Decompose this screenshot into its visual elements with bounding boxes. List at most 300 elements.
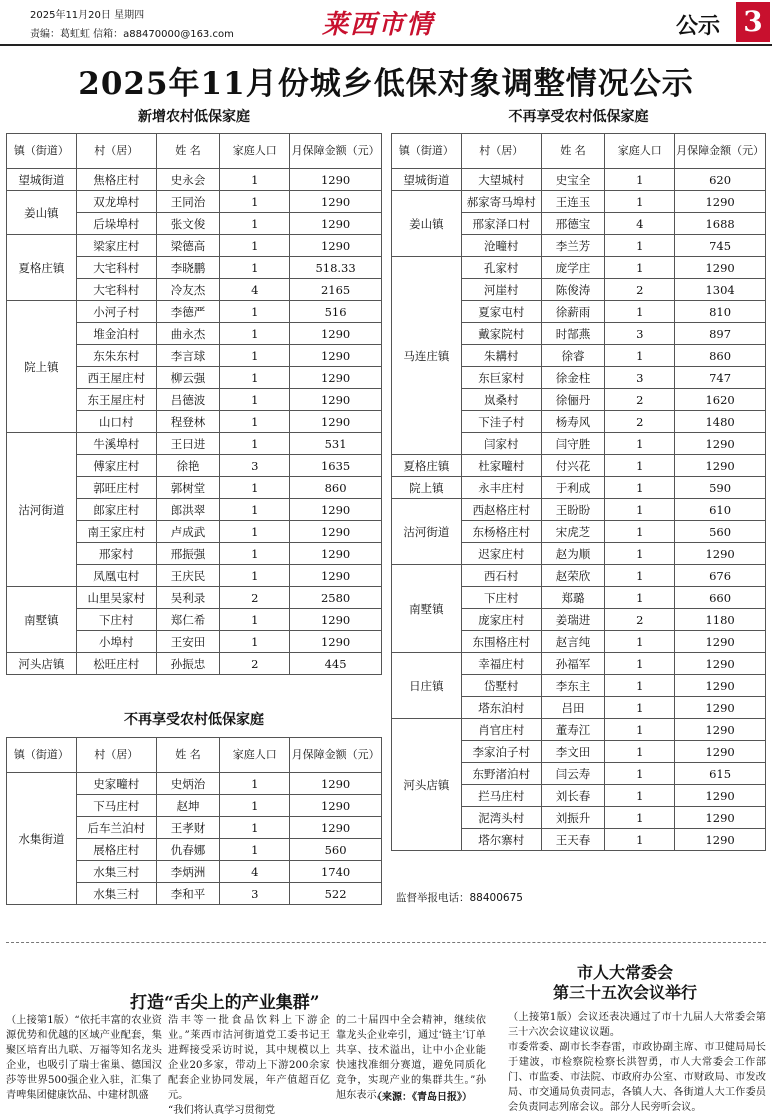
monthly-amount-cell: 1290 [675, 785, 766, 807]
household-size-cell: 1 [605, 785, 675, 807]
table-row [392, 565, 766, 587]
table-row [7, 191, 382, 213]
table-row [7, 433, 382, 455]
village-cell: 堆金泊村 [76, 323, 156, 345]
name-cell: 李言球 [156, 345, 220, 367]
village-cell: 泥湾头村 [461, 807, 541, 829]
name-cell: 郑璐 [541, 587, 605, 609]
household-size-cell: 1 [220, 433, 290, 455]
monthly-amount-cell: 522 [290, 883, 382, 905]
hotline: 监督举报电话：88400675 [396, 892, 523, 904]
village-cell: 傅家庄村 [76, 455, 156, 477]
table-a-title: 新增农村低保家庭 [138, 109, 250, 125]
town-cell: 河头店镇 [7, 653, 77, 675]
village-cell: 郝家寄马埠村 [461, 191, 541, 213]
name-cell: 仇春娜 [156, 839, 220, 861]
name-cell: 宋虎芝 [541, 521, 605, 543]
household-size-cell: 1 [605, 829, 675, 851]
table-row [392, 455, 766, 477]
household-size-cell: 4 [220, 861, 290, 883]
household-size-cell: 1 [220, 389, 290, 411]
monthly-amount-cell: 1290 [290, 543, 382, 565]
village-cell: 水集三村 [76, 861, 156, 883]
monthly-amount-cell: 1290 [675, 433, 766, 455]
article1-source: （来源：《青岛日报》） [372, 1092, 472, 1103]
monthly-amount-cell: 1635 [290, 455, 382, 477]
household-size-cell: 1 [605, 477, 675, 499]
village-cell: 东王屋庄村 [76, 389, 156, 411]
village-cell: 史家疃村 [76, 773, 156, 795]
household-size-cell: 1 [605, 543, 675, 565]
household-size-cell: 1 [220, 795, 290, 817]
name-cell: 徐睿 [541, 345, 605, 367]
household-size-cell: 2 [220, 587, 290, 609]
monthly-amount-cell: 1290 [675, 719, 766, 741]
name-cell: 李德严 [156, 301, 220, 323]
monthly-amount-cell: 897 [675, 323, 766, 345]
monthly-amount-cell: 1290 [675, 257, 766, 279]
household-size-cell: 4 [605, 213, 675, 235]
name-cell: 柳云强 [156, 367, 220, 389]
village-cell: 邢家村 [76, 543, 156, 565]
table-row [392, 191, 766, 213]
monthly-amount-cell: 1740 [290, 861, 382, 883]
column-header: 家庭人口 [220, 738, 290, 773]
town-cell: 南墅镇 [7, 587, 77, 653]
table-row [392, 477, 766, 499]
village-cell: 大宅科村 [76, 279, 156, 301]
village-cell: 展格庄村 [76, 839, 156, 861]
monthly-amount-cell: 1620 [675, 389, 766, 411]
masthead-logo: 莱西市情 [322, 10, 435, 40]
column-header: 月保障金额（元） [290, 134, 382, 169]
household-size-cell: 3 [605, 367, 675, 389]
article2-title-line1: 市人大常委会 [576, 963, 673, 982]
household-size-cell: 1 [605, 675, 675, 697]
household-size-cell: 2 [605, 609, 675, 631]
village-cell: 肖官庄村 [461, 719, 541, 741]
monthly-amount-cell: 1290 [290, 411, 382, 433]
village-cell: 闫家村 [461, 433, 541, 455]
village-cell: 东巨家村 [461, 367, 541, 389]
monthly-amount-cell: 531 [290, 433, 382, 455]
household-size-cell: 2 [605, 279, 675, 301]
village-cell: 幸福庄村 [461, 653, 541, 675]
column-header: 月保障金额（元） [290, 738, 382, 773]
page-number: 3 [736, 2, 770, 42]
name-cell: 李晓鹏 [156, 257, 220, 279]
article1-col1: （上接第1版）“依托丰富的农业资源优势和优越的区域产业配套，集聚区培育出九联、万福等知名龙头企业，也吸引了瑞士雀巢、德国汉莎等世界500强企业入驻，汇集了青啤集团健康饮品、中建材凯盛 [6, 1015, 162, 1101]
village-cell: 东野渚泊村 [461, 763, 541, 785]
village-cell: 南王家庄村 [76, 521, 156, 543]
editor-line: 责编：葛虹虹 信箱：a88470000@163.com [30, 29, 234, 40]
village-cell: 邢家泽口村 [461, 213, 541, 235]
village-cell: 凤凰屯村 [76, 565, 156, 587]
name-cell: 李炳洲 [156, 861, 220, 883]
name-cell: 庞学庄 [541, 257, 605, 279]
monthly-amount-cell: 615 [675, 763, 766, 785]
monthly-amount-cell: 560 [290, 839, 382, 861]
village-cell: 大宅科村 [76, 257, 156, 279]
monthly-amount-cell: 676 [675, 565, 766, 587]
village-cell: 庞家庄村 [461, 609, 541, 631]
monthly-amount-cell: 745 [675, 235, 766, 257]
town-cell: 沽河街道 [392, 499, 462, 565]
town-cell: 院上镇 [7, 301, 77, 433]
name-cell: 徐俪丹 [541, 389, 605, 411]
monthly-amount-cell: 810 [675, 301, 766, 323]
town-cell: 望城街道 [392, 169, 462, 191]
village-cell: 郎家庄村 [76, 499, 156, 521]
household-size-cell: 1 [220, 521, 290, 543]
name-cell: 赵言纯 [541, 631, 605, 653]
dateline: 2025年11月20日 星期四 [30, 10, 145, 21]
household-size-cell: 1 [220, 565, 290, 587]
village-cell: 河崖村 [461, 279, 541, 301]
village-cell: 东围格庄村 [461, 631, 541, 653]
name-cell: 王安田 [156, 631, 220, 653]
village-cell: 东杨格庄村 [461, 521, 541, 543]
village-cell: 拦马庄村 [461, 785, 541, 807]
monthly-amount-cell: 1290 [290, 191, 382, 213]
article2-body: （上接第1版）会议还表决通过了市十九届人大常委会第三十六次会议建议议题。 市委常委、副市长李春雷，市政协副主席、市卫健局局长于建波，市检察院检察长洪智勇，市人大常委会工作部门、市监委、市法院、市政府办公室、市财政局、市发改局、市交通局负责同志，各镇人大、各街道人大工作委员会负责同志列席会议。部分人民旁听会议。 [508, 1012, 766, 1113]
town-cell: 院上镇 [392, 477, 462, 499]
household-size-cell: 1 [605, 499, 675, 521]
household-size-cell: 1 [605, 345, 675, 367]
monthly-amount-cell: 1290 [675, 543, 766, 565]
town-cell: 夏格庄镇 [392, 455, 462, 477]
household-size-cell: 1 [605, 257, 675, 279]
name-cell: 卢成武 [156, 521, 220, 543]
village-cell: 焦格庄村 [76, 169, 156, 191]
name-cell: 邢德宝 [541, 213, 605, 235]
village-cell: 山口村 [76, 411, 156, 433]
village-cell: 西石村 [461, 565, 541, 587]
name-cell: 李兰芳 [541, 235, 605, 257]
name-cell: 李文田 [541, 741, 605, 763]
removed-household-table-right [391, 133, 766, 851]
household-size-cell: 1 [605, 763, 675, 785]
name-cell: 孙振忠 [156, 653, 220, 675]
monthly-amount-cell: 1290 [290, 323, 382, 345]
monthly-amount-cell: 590 [675, 477, 766, 499]
monthly-amount-cell: 860 [290, 477, 382, 499]
village-cell: 东朱东村 [76, 345, 156, 367]
name-cell: 王连玉 [541, 191, 605, 213]
column-header: 村（居） [461, 134, 541, 169]
monthly-amount-cell: 445 [290, 653, 382, 675]
monthly-amount-cell: 1290 [675, 741, 766, 763]
town-cell: 姜山镇 [7, 191, 77, 235]
household-size-cell: 1 [220, 609, 290, 631]
name-cell: 时郜燕 [541, 323, 605, 345]
name-cell: 王同治 [156, 191, 220, 213]
divider [6, 942, 766, 943]
village-cell: 小河子村 [76, 301, 156, 323]
monthly-amount-cell: 747 [675, 367, 766, 389]
household-size-cell: 1 [605, 191, 675, 213]
name-cell: 史宝全 [541, 169, 605, 191]
household-size-cell: 1 [220, 499, 290, 521]
household-size-cell: 1 [220, 235, 290, 257]
table-header-row [7, 134, 382, 169]
removed-household-table-left [6, 737, 382, 905]
monthly-amount-cell: 1290 [290, 389, 382, 411]
household-size-cell: 1 [220, 191, 290, 213]
household-size-cell: 1 [220, 631, 290, 653]
village-cell: 下庄村 [461, 587, 541, 609]
table-row [7, 169, 382, 191]
page-title: 2025年11月份城乡低保对象调整情况公示 [78, 66, 694, 102]
household-size-cell: 1 [220, 367, 290, 389]
name-cell: 王天春 [541, 829, 605, 851]
monthly-amount-cell: 1290 [290, 235, 382, 257]
monthly-amount-cell: 1290 [290, 609, 382, 631]
name-cell: 郎洪翠 [156, 499, 220, 521]
town-cell: 河头店镇 [392, 719, 462, 851]
monthly-amount-cell: 860 [675, 345, 766, 367]
monthly-amount-cell: 1290 [675, 807, 766, 829]
name-cell: 吕田 [541, 697, 605, 719]
village-cell: 岱墅村 [461, 675, 541, 697]
name-cell: 董寿江 [541, 719, 605, 741]
town-cell: 日庄镇 [392, 653, 462, 719]
household-size-cell: 1 [605, 587, 675, 609]
table-row [7, 301, 382, 323]
monthly-amount-cell: 1290 [290, 499, 382, 521]
household-size-cell: 1 [220, 773, 290, 795]
village-cell: 岚桑村 [461, 389, 541, 411]
household-size-cell: 1 [605, 433, 675, 455]
household-size-cell: 1 [220, 817, 290, 839]
household-size-cell: 1 [220, 257, 290, 279]
household-size-cell: 1 [605, 741, 675, 763]
household-size-cell: 1 [605, 807, 675, 829]
name-cell: 徐薪雨 [541, 301, 605, 323]
name-cell: 李和平 [156, 883, 220, 905]
household-size-cell: 1 [220, 411, 290, 433]
village-cell: 西王屋庄村 [76, 367, 156, 389]
name-cell: 姜瑞进 [541, 609, 605, 631]
page-header [0, 0, 772, 46]
village-cell: 孔家村 [461, 257, 541, 279]
name-cell: 李东主 [541, 675, 605, 697]
name-cell: 郭树堂 [156, 477, 220, 499]
monthly-amount-cell: 1688 [675, 213, 766, 235]
monthly-amount-cell: 1290 [290, 169, 382, 191]
section-label: 公示 [676, 14, 721, 39]
column-header: 镇（街道） [7, 738, 77, 773]
household-size-cell: 2 [605, 389, 675, 411]
name-cell: 刘振升 [541, 807, 605, 829]
name-cell: 程登林 [156, 411, 220, 433]
town-cell: 沽河街道 [7, 433, 77, 587]
name-cell: 邢振强 [156, 543, 220, 565]
monthly-amount-cell: 1290 [675, 191, 766, 213]
monthly-amount-cell: 516 [290, 301, 382, 323]
monthly-amount-cell: 610 [675, 499, 766, 521]
name-cell: 徐艳 [156, 455, 220, 477]
monthly-amount-cell: 1290 [290, 565, 382, 587]
household-size-cell: 1 [220, 345, 290, 367]
village-cell: 西赵格庄村 [461, 499, 541, 521]
village-cell: 下洼子村 [461, 411, 541, 433]
town-cell: 水集街道 [7, 773, 77, 905]
name-cell: 吴利录 [156, 587, 220, 609]
name-cell: 孙福军 [541, 653, 605, 675]
household-size-cell: 3 [220, 883, 290, 905]
household-size-cell: 3 [605, 323, 675, 345]
household-size-cell: 1 [220, 839, 290, 861]
village-cell: 梁家庄村 [76, 235, 156, 257]
name-cell: 刘长春 [541, 785, 605, 807]
name-cell: 张文俊 [156, 213, 220, 235]
monthly-amount-cell: 1290 [675, 653, 766, 675]
monthly-amount-cell: 1290 [675, 697, 766, 719]
name-cell: 赵为顺 [541, 543, 605, 565]
article1-col3: 的二十届四中全会精神，继续依靠龙头企业牵引，通过‘链主’订单共享、技术溢出，让中小企业能快速找准细分赛道，避免同质化竞争，实现产业的集群共生。”孙旭东表示。 [336, 1015, 486, 1101]
village-cell: 郭旺庄村 [76, 477, 156, 499]
monthly-amount-cell: 1290 [290, 367, 382, 389]
town-cell: 夏格庄镇 [7, 235, 77, 301]
village-cell: 李家泊子村 [461, 741, 541, 763]
name-cell: 徐金柱 [541, 367, 605, 389]
name-cell: 闫守胜 [541, 433, 605, 455]
monthly-amount-cell: 1290 [290, 345, 382, 367]
village-cell: 塔东泊村 [461, 697, 541, 719]
household-size-cell: 1 [605, 301, 675, 323]
name-cell: 王庆民 [156, 565, 220, 587]
name-cell: 陈俊涛 [541, 279, 605, 301]
village-cell: 小埠村 [76, 631, 156, 653]
village-cell: 下庄村 [76, 609, 156, 631]
village-cell: 山里吴家村 [76, 587, 156, 609]
household-size-cell: 1 [605, 521, 675, 543]
name-cell: 闫云寿 [541, 763, 605, 785]
household-size-cell: 1 [220, 169, 290, 191]
column-header: 月保障金额（元） [675, 134, 766, 169]
monthly-amount-cell: 1290 [290, 773, 382, 795]
article2-title-line2: 第三十五次会议举行 [552, 983, 697, 1002]
column-header: 家庭人口 [605, 134, 675, 169]
household-size-cell: 1 [605, 455, 675, 477]
village-cell: 朱耩村 [461, 345, 541, 367]
household-size-cell: 1 [220, 323, 290, 345]
monthly-amount-cell: 1290 [290, 521, 382, 543]
village-cell: 大望城村 [461, 169, 541, 191]
monthly-amount-cell: 1180 [675, 609, 766, 631]
town-cell: 马连庄镇 [392, 257, 462, 455]
monthly-amount-cell: 1290 [675, 829, 766, 851]
monthly-amount-cell: 1290 [675, 675, 766, 697]
village-cell: 沧疃村 [461, 235, 541, 257]
village-cell: 双龙埠村 [76, 191, 156, 213]
village-cell: 下马庄村 [76, 795, 156, 817]
household-size-cell: 1 [605, 697, 675, 719]
article1-title: 打造“舌尖上的产业集群” [130, 993, 320, 1013]
household-size-cell: 1 [220, 213, 290, 235]
village-cell: 塔尔寨村 [461, 829, 541, 851]
village-cell: 牛溪埠村 [76, 433, 156, 455]
column-header: 村（居） [76, 134, 156, 169]
village-cell: 夏家屯村 [461, 301, 541, 323]
table-row [7, 587, 382, 609]
monthly-amount-cell: 660 [675, 587, 766, 609]
village-cell: 水集三村 [76, 883, 156, 905]
town-cell: 南墅镇 [392, 565, 462, 653]
name-cell: 史炳治 [156, 773, 220, 795]
village-cell: 迟家庄村 [461, 543, 541, 565]
table-row [392, 499, 766, 521]
household-size-cell: 1 [605, 719, 675, 741]
name-cell: 梁德高 [156, 235, 220, 257]
monthly-amount-cell: 1290 [675, 455, 766, 477]
household-size-cell: 1 [220, 301, 290, 323]
new-household-table [6, 133, 382, 675]
village-cell: 杜家疃村 [461, 455, 541, 477]
column-header: 姓 名 [541, 134, 605, 169]
name-cell: 史永会 [156, 169, 220, 191]
village-cell: 松旺庄村 [76, 653, 156, 675]
household-size-cell: 1 [605, 565, 675, 587]
column-header: 家庭人口 [220, 134, 290, 169]
table-header-row [7, 738, 382, 773]
name-cell: 冷友杰 [156, 279, 220, 301]
household-size-cell: 1 [605, 653, 675, 675]
name-cell: 王曰进 [156, 433, 220, 455]
table-row [392, 169, 766, 191]
table-row [7, 235, 382, 257]
column-header: 村（居） [76, 738, 156, 773]
village-cell: 戴家院村 [461, 323, 541, 345]
name-cell: 付兴花 [541, 455, 605, 477]
monthly-amount-cell: 560 [675, 521, 766, 543]
name-cell: 赵荣欣 [541, 565, 605, 587]
village-cell: 永丰庄村 [461, 477, 541, 499]
town-cell: 望城街道 [7, 169, 77, 191]
table-row [392, 257, 766, 279]
table-row [392, 653, 766, 675]
column-header: 镇（街道） [7, 134, 77, 169]
town-cell: 姜山镇 [392, 191, 462, 257]
monthly-amount-cell: 1304 [675, 279, 766, 301]
household-size-cell: 1 [605, 169, 675, 191]
column-header: 镇（街道） [392, 134, 462, 169]
household-size-cell: 1 [605, 235, 675, 257]
monthly-amount-cell: 2165 [290, 279, 382, 301]
monthly-amount-cell: 1480 [675, 411, 766, 433]
table-row [392, 719, 766, 741]
table-row [7, 773, 382, 795]
name-cell: 于利成 [541, 477, 605, 499]
name-cell: 杨寿风 [541, 411, 605, 433]
household-size-cell: 1 [605, 631, 675, 653]
monthly-amount-cell: 1290 [675, 631, 766, 653]
name-cell: 王盼盼 [541, 499, 605, 521]
name-cell: 曲永杰 [156, 323, 220, 345]
village-cell: 后垛埠村 [76, 213, 156, 235]
monthly-amount-cell: 1290 [290, 817, 382, 839]
monthly-amount-cell: 518.33 [290, 257, 382, 279]
monthly-amount-cell: 1290 [290, 213, 382, 235]
household-size-cell: 1 [220, 477, 290, 499]
table-c-title: 不再享受农村低保家庭 [508, 109, 649, 125]
column-header: 姓 名 [156, 738, 220, 773]
household-size-cell: 3 [220, 455, 290, 477]
name-cell: 王孝财 [156, 817, 220, 839]
village-cell: 后车兰泊村 [76, 817, 156, 839]
monthly-amount-cell: 620 [675, 169, 766, 191]
